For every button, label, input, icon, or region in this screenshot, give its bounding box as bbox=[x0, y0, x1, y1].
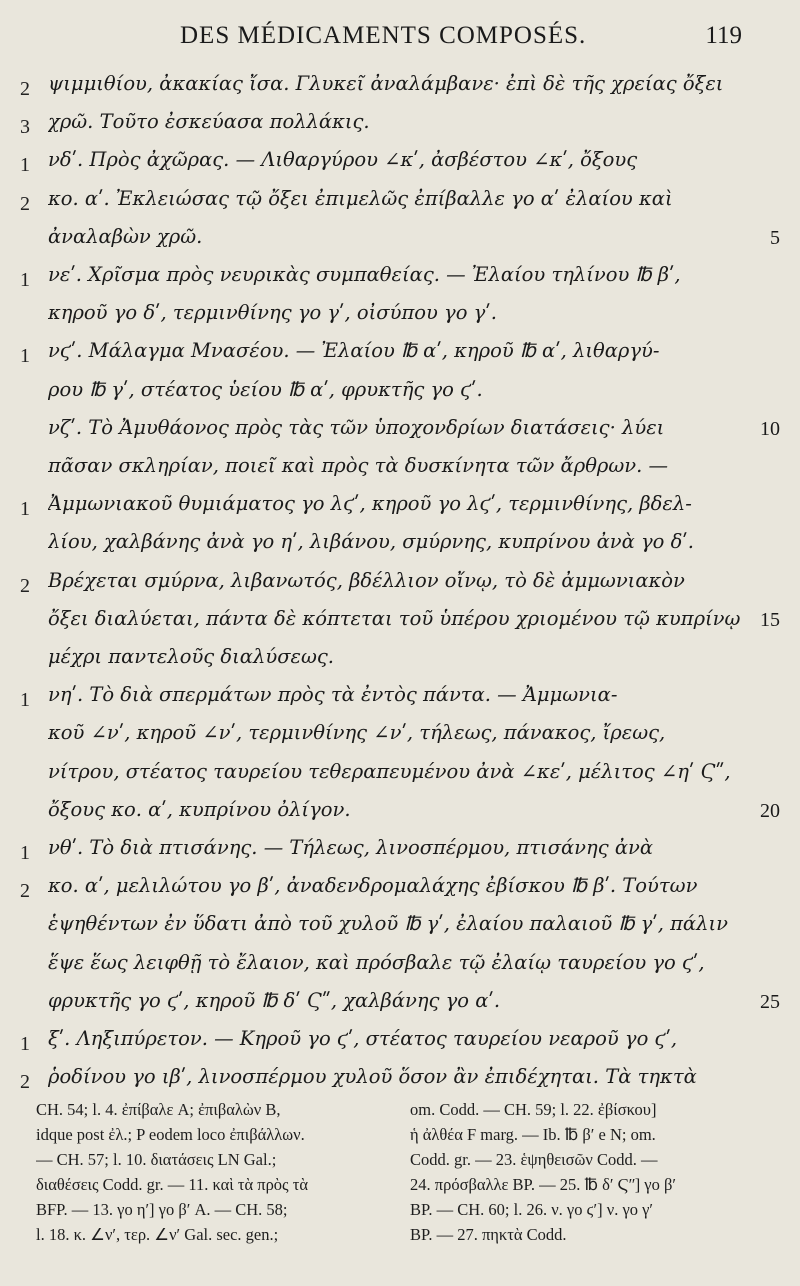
text-line bbox=[0, 414, 800, 450]
footnote-line: Codd. gr. — 23. ἑψηθεισῶν Codd. — bbox=[410, 1150, 658, 1169]
line-count-number: 5 bbox=[770, 226, 780, 249]
margin-note-number: 1 bbox=[20, 689, 30, 712]
footnote-line: BP. — 27. πηκτὰ Codd. bbox=[410, 1225, 567, 1244]
line-text: ρου ℔ γʹ, στέατος ὑείου ℔ αʹ, φρυκτῆς γο ϛʹ. bbox=[48, 377, 483, 401]
line-text: ἑψηθέντων ἐν ὕδατι ἀπὸ τοῦ χυλοῦ ℔ γʹ, ἐλαίου παλαιοῦ ℔ γʹ, πάλιν bbox=[48, 912, 728, 936]
text-line bbox=[0, 223, 800, 259]
margin-note-number: 1 bbox=[20, 154, 30, 177]
line-text: ψιμμιθίου, ἀκακίας ἴσα. Γλυκεῖ ἀναλάμβανε· ἐπὶ δὲ τῆς χρείας ὄξει bbox=[48, 72, 724, 95]
line-text: κο. αʹ, μελιλώτου γο βʹ, ἀναδενδρομαλάχης ἐβίσκου ℔ βʹ. Τούτων bbox=[48, 874, 698, 898]
text-line bbox=[0, 719, 800, 755]
line-text: νεʹ. Χρῖσμα πρὸς νευρικὰς συμπαθείας. — Ἐλαίου τηλίνου ℔ βʹ, bbox=[48, 263, 681, 286]
footnote-line: διαθέσεις Codd. gr. — 11. καὶ τὰ πρὸς τὰ bbox=[36, 1175, 308, 1194]
line-text: ἕψε ἕως λειφθῇ τὸ ἔλαιον, καὶ πρόσβαλε τῷ ἐλαίῳ ταυρείου γο ϛʹ, bbox=[48, 950, 705, 974]
margin-note-number: 2 bbox=[20, 1071, 30, 1094]
line-count-number: 25 bbox=[760, 990, 780, 1013]
line-text: Ἀμμωνιακοῦ θυμιάματος γο λϛʹ, κηροῦ γο λϛʹ, τερμινθίνης, βδελ- bbox=[48, 492, 692, 516]
line-text: λίου, χαλβάνης ἀνὰ γο ηʹ, λιβάνου, σμύρνης, κυπρίνου ἀνὰ γο δʹ. bbox=[48, 530, 694, 554]
line-text: κηροῦ γο δʹ, τερμινθίνης γο γʹ, οἰσύπου γο γʹ. bbox=[48, 301, 497, 325]
footnote-line: l. 18. κ. ∠νʹ, τερ. ∠νʹ Gal. sec. gen.; bbox=[36, 1225, 279, 1244]
text-line bbox=[0, 643, 800, 679]
text-line bbox=[0, 70, 800, 106]
footnote-line: BP. — CH. 60; l. 26. ν. γο ϛʹ] ν. γο γʹ bbox=[410, 1200, 654, 1219]
page-number: 119 bbox=[705, 22, 742, 49]
text-line bbox=[0, 758, 800, 794]
text-line bbox=[0, 261, 800, 297]
footnote-line: BFP. — 13. γο ηʹ] γο βʹ A. — CH. 58; bbox=[36, 1200, 288, 1219]
margin-note-number: 1 bbox=[20, 1033, 30, 1055]
line-text: ὄξους κο. αʹ, κυπρίνου ὀλίγον. bbox=[48, 797, 351, 821]
line-text: Βρέχεται σμύρνα, λιβανωτός, βδέλλιον οἴνῳ, τὸ δὲ ἀμμωνιακὸν bbox=[48, 568, 685, 592]
line-text: ῥοδίνου γο ιβʹ, λινοσπέρμου χυλοῦ ὅσον ἂν ἐπιδέχηται. Τὰ τηκτὰ bbox=[48, 1065, 697, 1089]
margin-note-number: 1 bbox=[20, 498, 30, 521]
footnote-line: om. Codd. — CH. 59; l. 22. ἐβίσκου] bbox=[410, 1100, 657, 1119]
text-line bbox=[0, 376, 800, 412]
line-text: ἀναλαβὼν χρῶ. bbox=[48, 224, 203, 248]
line-text: νδʹ. Πρὸς ἀχῶρας. — Λιθαργύρου ∠κʹ, ἀσβέστου ∠κʹ, ὄξους bbox=[48, 148, 638, 172]
line-text: χρῶ. Τοῦτο ἐσκεύασα πολλάκις. bbox=[48, 110, 370, 134]
line-text: ὄξει διαλύεται, πάντα δὲ κόπτεται τοῦ ὑπέρου χριομένου τῷ κυπρίνῳ bbox=[48, 606, 741, 630]
text-line bbox=[0, 987, 800, 1023]
text-line bbox=[0, 452, 800, 488]
line-count-number: 15 bbox=[760, 608, 780, 631]
line-text: νζʹ. Τὸ Ἀμυθάονος πρὸς τὰς τῶν ὑποχονδρίων διατάσεις· λύει bbox=[48, 415, 665, 439]
line-text: μέχρι παντελοῦς διαλύσεως. bbox=[48, 645, 334, 668]
text-line bbox=[0, 796, 800, 832]
margin-note-number: 2 bbox=[20, 78, 30, 100]
footnote-line: ἡ ἀλθέα F marg. — Ib. ℔ βʹ e N; om. bbox=[410, 1125, 656, 1144]
text-line bbox=[0, 872, 800, 908]
margin-note-number: 2 bbox=[20, 880, 30, 903]
line-count-number: 10 bbox=[760, 417, 780, 440]
header-title: DES MÉDICAMENTS COMPOSÉS. bbox=[180, 22, 587, 49]
footnotes-left-column bbox=[36, 1100, 396, 1250]
footnote-line: 24. πρόσβαλλε BP. — 25. ℔ δʹ Ϛʺ] γο βʹ bbox=[410, 1175, 676, 1194]
margin-note-number: 1 bbox=[20, 842, 30, 864]
line-text: φρυκτῆς γο ϛʹ, κηροῦ ℔ δʹ Ϛʺ, χαλβάνης γο αʹ. bbox=[48, 988, 501, 1012]
margin-note-number: 2 bbox=[20, 574, 30, 597]
text-line bbox=[0, 605, 800, 641]
text-line bbox=[0, 528, 800, 564]
line-text: πᾶσαν σκληρίαν, ποιεῖ καὶ πρὸς τὰ δυσκίνητα τῶν ἄρθρων. — bbox=[48, 454, 669, 477]
text-line bbox=[0, 834, 800, 870]
running-header bbox=[0, 22, 800, 56]
text-line bbox=[0, 949, 800, 985]
line-text: νθʹ. Τὸ διὰ πτισάνης. — Τήλεως, λινοσπέρμου, πτισάνης ἀνὰ bbox=[48, 836, 654, 859]
text-line bbox=[0, 146, 800, 182]
text-line bbox=[0, 337, 800, 373]
line-text: νίτρου, στέατος ταυρείου τεθεραπευμένου ἀνὰ ∠κεʹ, μέλιτος ∠ηʹ Ϛʺ, bbox=[48, 759, 731, 783]
line-text: ξʹ. Ληξιπύρετον. — Κηροῦ γο ϛʹ, στέατος ταυρείου νεαροῦ γο ϛʹ, bbox=[48, 1027, 678, 1050]
text-line bbox=[0, 910, 800, 946]
text-line bbox=[0, 567, 800, 603]
margin-note-number: 1 bbox=[20, 345, 30, 368]
text-line bbox=[0, 299, 800, 335]
footnotes bbox=[0, 1100, 800, 1270]
line-count-number: 20 bbox=[760, 799, 780, 822]
text-line bbox=[0, 108, 800, 144]
line-text: νϛʹ. Μάλαγμα Μνασέου. — Ἐλαίου ℔ αʹ, κηροῦ ℔ αʹ, λιθαργύ- bbox=[48, 339, 660, 363]
margin-note-number: 3 bbox=[20, 116, 30, 139]
line-text: κο. αʹ. Ἐκλειώσας τῷ ὄξει ἐπιμελῶς ἐπίβαλλε γο αʹ ἐλαίου καὶ bbox=[48, 186, 673, 210]
footnote-line: idque post ἐλ.; P eodem loco ἐπιβάλλων. bbox=[36, 1125, 305, 1144]
footnote-line: CH. 54; l. 4. ἐπίβαλε A; ἐπιβαλὼν B, bbox=[36, 1100, 281, 1119]
text-line bbox=[0, 185, 800, 221]
line-text: κοῦ ∠νʹ, κηροῦ ∠νʹ, τερμινθίνης ∠νʹ, τήλεως, πάνακος, ἴρεως, bbox=[48, 721, 666, 745]
text-line bbox=[0, 681, 800, 717]
footnotes-right-column bbox=[410, 1100, 790, 1250]
text-line bbox=[0, 490, 800, 526]
margin-note-number: 1 bbox=[20, 269, 30, 291]
margin-note-number: 2 bbox=[20, 192, 30, 215]
footnote-line: — CH. 57; l. 10. διατάσεις LN Gal.; bbox=[36, 1150, 277, 1169]
text-line bbox=[0, 1063, 800, 1099]
text-line bbox=[0, 1025, 800, 1061]
line-text: νηʹ. Τὸ διὰ σπερμάτων πρὸς τὰ ἐντὸς πάντα. — Ἀμμωνια- bbox=[48, 683, 618, 707]
